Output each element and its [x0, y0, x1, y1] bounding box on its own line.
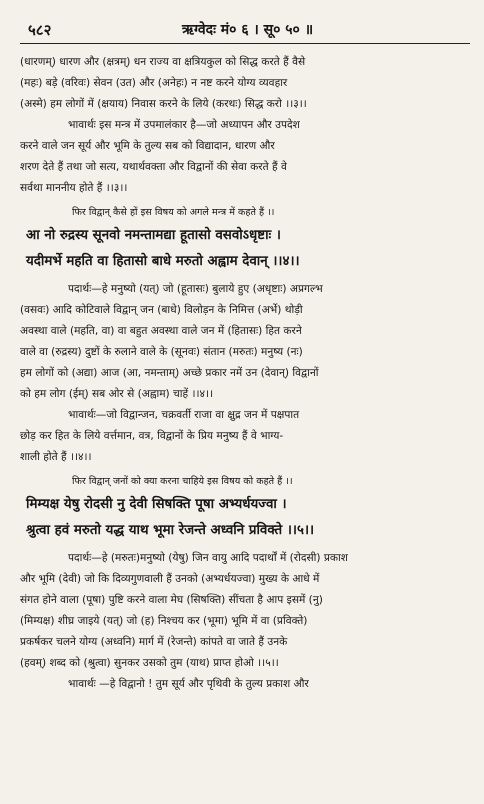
running-title: ऋग्वेदः मं० ६ । सू० ५० ॥ [182, 22, 314, 38]
page-header [20, 0, 470, 44]
mantra-5-line-2: श्रुत्वा हवं मरुतो यद्ध याथ भूमा रेजन्ते अध्वनि प्रविक्ते ।।५।। [26, 523, 315, 538]
mantra-4-line-1: आ नो रुद्रस्य सूनवो नमन्तामद्या हूतासो वसवोऽधृष्टाः । [26, 228, 281, 243]
text-line: (अस्मे) हम लोगों में (क्षयाय) निवास करने के लिये (करथः) सिद्ध करो ।।३।। [20, 98, 307, 110]
text-line: संगत होने वाला (पूषा) पुष्टि करने वाला मेघ (सिषक्ति) सींचता है आप इसमें (नु) [20, 594, 323, 606]
intro-line-1: फिर विद्वान् कैसे हों इस विषय को अगले मन्त्र में कहते हैं ।। [72, 207, 275, 218]
bhavartha-4 [20, 405, 470, 468]
paragraph-continued [20, 52, 470, 115]
text-line: पदार्थः—हे (मरुतः)मनुष्यो (येषु) जिन वायु आदि पदार्थों में (रोदसी) प्रकाश [68, 552, 349, 564]
text-line: (हवम्) शब्द को (श्रुत्वा) सुनकर उसको तुम (याथ) प्राप्त होओ ।।५।। [20, 657, 279, 669]
text-line: (मिम्यक्ष) शीघ्र जाइये (यत्) जो (ह) निश्चय कर (भूमा) भूमि में वा (प्रविक्ते) [20, 615, 308, 627]
header-rule [20, 43, 470, 44]
text-line: अवस्था वाले (महति, वा) वा बहुत अवस्था वाले जन में (हितासः) हित करने [20, 325, 302, 337]
padartha-4 [20, 279, 470, 405]
padartha-5 [20, 548, 470, 674]
text-line: और भूमि (देवी) जो कि दिव्यगुणवाली हैं उनको (अभ्यर्धयज्वा) मुख्य के आधे में [20, 573, 320, 585]
text-line: को हम लोग (ईम्) सब ओर से (अह्वाम) चाहें ।।४।। [20, 388, 214, 400]
text-line: (वसवः) आदि कोटिवाले विद्वान् जन (बाधे) विलोड़न के निमित्त (अर्भे) थोड़ी [20, 304, 303, 316]
bhavartha-3 [20, 115, 470, 199]
text-line: सर्वथा माननीय होते हैं ।।३।। [20, 182, 128, 194]
text-line: हम लोगों को (अद्या) आज (आ, नमन्ताम्) अच्छे प्रकार नमें उन (देवान्) विद्वानों [20, 367, 319, 379]
text-line: वाले वा (रुद्रस्य) दुष्टों के रुलाने वाले के (सूनवः) संतान (मरुतः) मनुष्य (नः) [20, 346, 303, 358]
mantra-5-line-1: मिम्यक्ष येषु रोदसी नु देवी सिषक्ति पूषा अभ्यर्धयज्वा । [26, 497, 287, 512]
bhavartha-5 [20, 674, 470, 695]
text-line: करने वाले जन सूर्य और भूमि के तुल्य सब को विद्यादान, धारण और [20, 140, 275, 152]
mantra-4-line-2: यदीमर्भे महति वा हितासो बाधे मरुतो अह्वाम देवान् ।।४।। [26, 254, 300, 269]
text-line: प्रकर्षकर चलने योग्य (अध्वनि) मार्ग में (रेजन्ते) कांपते वा जाते हैं उनके [20, 636, 288, 648]
text-line: भावार्थः—जो विद्वान्जन, चक्रवर्ती राजा वा क्षुद्र जन में पक्षपात [68, 409, 300, 421]
text-line: शाली होते हैं ।।४।। [20, 451, 92, 463]
text-line: (महः) बड़े (वरिवः) सेवन (उत) और (अनेहः) न नष्ट करने योग्य व्यवहार [20, 77, 288, 89]
text-line: पदार्थः—हे मनुष्यो (यत्) जो (हूतासः) बुलाये हुए (अधृष्टाः) अप्रगल्भ [68, 283, 323, 295]
intro-line-2: फिर विद्वान् जनों को क्या करना चाहिये इस विषय को कहते हैं ।। [72, 476, 293, 487]
page-number: ५८२ [28, 21, 52, 39]
text-line: (धारणम्) धारण और (क्षत्रम्) धन राज्य वा क्षत्रियकुल को सिद्ध करते हैं वैसे [20, 56, 306, 68]
text-line: शरण देते हैं तथा जो सत्य, यथार्थवक्ता और विद्वानों की सेवा करते हैं वे [20, 161, 287, 173]
text-line: भावार्थः इस मन्त्र में उपमालंकार है—जो अध्यापन और उपदेश [68, 119, 300, 131]
text-line: छोड़ कर हित के लिये वर्त्तमान, वत्र, विद्वानों के प्रिय मनुष्य हैं वे भाग्य- [20, 430, 284, 442]
text-line: भावार्थः —हे विद्वानो ! तुम सूर्य और पृथिवी के तुल्य प्रकाश और [68, 678, 309, 690]
